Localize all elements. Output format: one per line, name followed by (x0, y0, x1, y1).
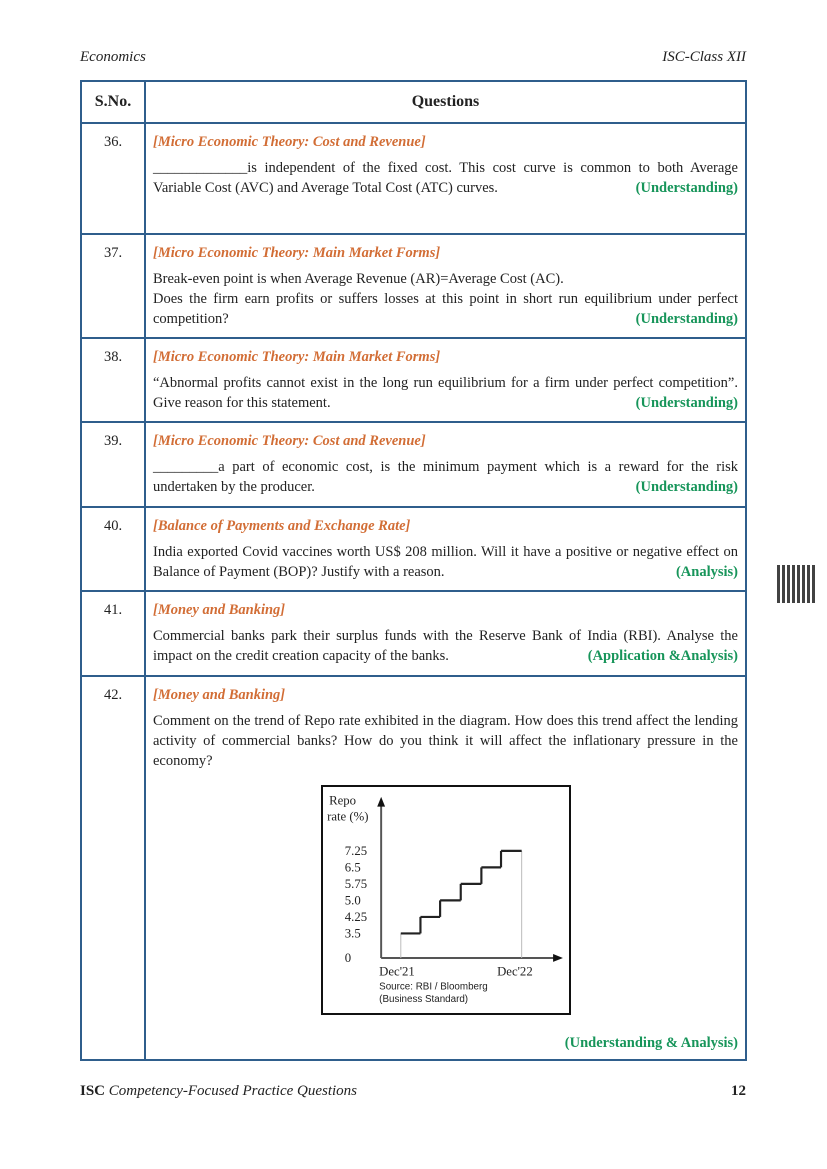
x-label-start: Dec'21 (378, 964, 415, 979)
question-row (81, 338, 746, 422)
y-tick-label: 0 (344, 950, 351, 965)
y-tick-label: 5.75 (344, 876, 367, 891)
question-number: 37. (81, 234, 145, 338)
question-text-2: Does the firm earn profits or suffers losses at this point in short run equilibrium under perfect competition? (153, 291, 738, 327)
question-level: (Understanding) (635, 479, 738, 495)
chart-source: Source: RBI / Bloomberg (378, 981, 488, 993)
y-tick-label: 7.25 (344, 843, 367, 858)
question-cell (145, 234, 746, 338)
page-number: 12 (731, 1083, 746, 1099)
repo-rate-chart (321, 785, 571, 1015)
question-row (81, 591, 746, 676)
question-row (81, 676, 746, 1060)
question-level: (Understanding & Analysis) (564, 1035, 738, 1051)
question-text: _________a part of economic cost, is the minimum payment which is a reward for the risk undertaken by the producer. (153, 459, 738, 495)
header-subject: Economics (80, 49, 146, 65)
question-number: 41. (81, 591, 145, 676)
question-topic: [Money and Banking] (153, 602, 286, 618)
y-axis-label: Repo (328, 793, 356, 808)
footer-bold: ISC (80, 1083, 106, 1099)
col-sno: S.No. (81, 81, 145, 123)
question-text: Commercial banks park their surplus funds with the Reserve Bank of India (RBI). Analyse the impact on the credit creation capacity of the banks. (153, 628, 738, 664)
question-topic: [Micro Economic Theory: Main Market Forms] (153, 349, 441, 365)
question-level: (Application &Analysis) (587, 648, 738, 664)
question-cell (145, 676, 746, 1060)
question-text: “Abnormal profits cannot exist in the long run equilibrium for a firm under perfect competition”. Give reason for this statement. (153, 375, 738, 411)
question-number: 40. (81, 507, 145, 591)
question-topic: [Money and Banking] (153, 687, 286, 703)
question-text: Comment on the trend of Repo rate exhibited in the diagram. How does this trend affect the lending activity of commercial banks? How do you think it will affect the inflationary pressure in the economy? (153, 713, 738, 769)
x-label-end: Dec'22 (496, 964, 533, 979)
y-tick-label: 5.0 (344, 893, 361, 908)
question-row (81, 422, 746, 507)
question-cell (145, 422, 746, 507)
question-topic: [Balance of Payments and Exchange Rate] (153, 518, 411, 534)
question-row (81, 507, 746, 591)
question-cell (145, 591, 746, 676)
question-topic: [Micro Economic Theory: Main Market Forms] (153, 245, 441, 261)
question-topic: [Micro Economic Theory: Cost and Revenue] (153, 134, 426, 150)
question-level: (Analysis) (675, 564, 738, 580)
footer-title (80, 1083, 357, 1100)
footer-italic: Competency-Focused Practice Questions (108, 1083, 358, 1099)
question-row (81, 234, 746, 338)
question-level: (Understanding) (635, 395, 738, 411)
col-questions: Questions (145, 81, 746, 123)
question-text: _____________is independent of the fixed cost. This cost curve is common to both Average Variable Cost (AVC) and Average Total Cost (ATC) curves. (153, 160, 738, 196)
question-topic: [Micro Economic Theory: Cost and Revenue] (153, 433, 426, 449)
y-tick-label: 4.25 (344, 909, 367, 924)
x-axis-arrow-icon (553, 954, 563, 962)
question-number: 38. (81, 338, 145, 422)
question-cell (145, 338, 746, 422)
y-axis-label-2: rate (%) (326, 809, 369, 824)
question-number: 39. (81, 422, 145, 507)
questions-table (80, 80, 747, 1061)
question-cell (145, 123, 746, 234)
question-level: (Understanding) (635, 311, 738, 327)
y-tick-label: 6.5 (344, 860, 361, 875)
y-axis-arrow-icon (377, 797, 385, 807)
question-text: India exported Covid vaccines worth US$ 208 million. Will it have a positive or negative effect on Balance of Payment (BOP)? Justify with a reason. (153, 544, 738, 580)
question-number: 36. (81, 123, 145, 234)
question-level: (Understanding) (635, 180, 738, 196)
question-number: 42. (81, 676, 145, 1060)
question-cell (145, 507, 746, 591)
header-class: ISC-Class XII (662, 49, 746, 65)
chart-source-2: (Business Standard) (378, 994, 468, 1006)
qr-code-icon[interactable] (777, 565, 815, 603)
question-text: Break-even point is when Average Revenue (AR)=Average Cost (AC). (153, 271, 564, 287)
question-row (81, 123, 746, 234)
y-tick-label: 3.5 (344, 926, 361, 941)
